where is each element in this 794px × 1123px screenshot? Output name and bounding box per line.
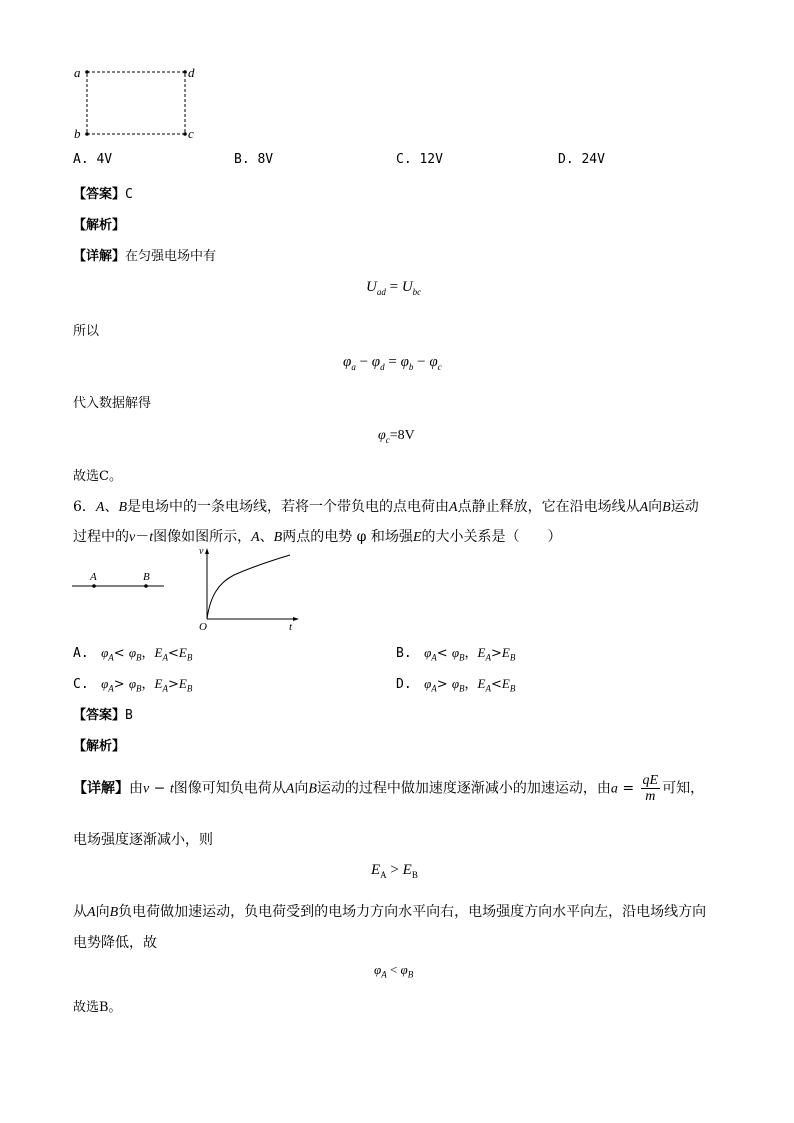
q6-detail-line-4: 电势降低，故 (73, 935, 157, 951)
q5-option-c[interactable]: C. 12V (396, 152, 443, 167)
q5-substitute-text: 代入数据解得 (73, 396, 152, 411)
q5-answer: 【答案】C (73, 187, 133, 202)
q5-option-a[interactable]: A. 4V (73, 152, 113, 167)
q5-equation-2: $\varphi_a - \varphi_d = \varphi_b - \varphi_c$ (343, 354, 442, 372)
q5-equation-1: $U_{ad} = U_{bc}$ (366, 279, 422, 297)
q6-stem-line-1: 6．A、B是电场中的一条电场线，若将一个带负电的点电荷由A点静止释放，它在沿电场线从A向B运动 (73, 499, 699, 515)
q6-option-c[interactable]: C. $\varphi_A> \varphi_B$，$E_A>E_B$ (73, 676, 193, 694)
t-axis-label: t (289, 621, 293, 633)
q6-stem-line-2: 过程中的v－t图像如图所示，A、B两点的电势 φ 和场强E的大小关系是（ ） (73, 529, 562, 545)
q6-detail-line-1: 【详解】由v − t图像可知负电荷从A向B运动的过程中做加速度逐渐减小的加速运动，由a = $\frac{qE}{m}$ 可知， (73, 773, 705, 804)
point-c-label: c (188, 126, 194, 141)
q5-detail: 【详解】在匀强电场中有 (73, 249, 217, 264)
q5-conclusion: 故选C。 (73, 469, 122, 484)
q6-option-b[interactable]: B. $\varphi_A< \varphi_B$，$E_A>E_B$ (396, 645, 516, 663)
q5-equation-3: $\varphi_c=8V$ (378, 428, 415, 445)
q5-so-text: 所以 (73, 324, 100, 339)
point-b-label: b (74, 126, 81, 141)
q6-analysis-label: 【解析】 (73, 739, 126, 754)
q6-equation-1: $E_A > E_B$ (371, 862, 418, 880)
q5-option-b[interactable]: B. 8V (234, 152, 274, 167)
v-axis-label: v (199, 546, 204, 557)
point-A-label: A (90, 571, 97, 583)
q5-option-d[interactable]: D. 24V (558, 152, 605, 167)
point-a-label: a (74, 65, 81, 80)
q6-equation-2: $\varphi_A < \varphi_B$ (374, 962, 414, 980)
q6-option-a[interactable]: A. $\varphi_A< \varphi_B$，$E_A<E_B$ (73, 645, 193, 663)
q5-analysis-label: 【解析】 (73, 218, 126, 233)
q6-option-d[interactable]: D. $\varphi_A> \varphi_B$，$E_A<E_B$ (396, 676, 516, 694)
point-B-label: B (143, 571, 150, 583)
v-t-graph-figure (196, 545, 306, 625)
q6-detail-line-3: 从A向B负电荷做加速运动，负电荷受到的电场力方向水平向右，电场强度方向水平向左，沿电场线方向 (73, 904, 707, 920)
q6-answer: 【答案】B (73, 708, 133, 723)
q6-conclusion: 故选B。 (73, 1000, 122, 1015)
q6-detail-line-2: 电场强度逐渐减小，则 (73, 832, 213, 848)
field-line-figure (70, 568, 170, 598)
origin-label: O (199, 621, 207, 633)
point-d-label: d (188, 65, 195, 80)
